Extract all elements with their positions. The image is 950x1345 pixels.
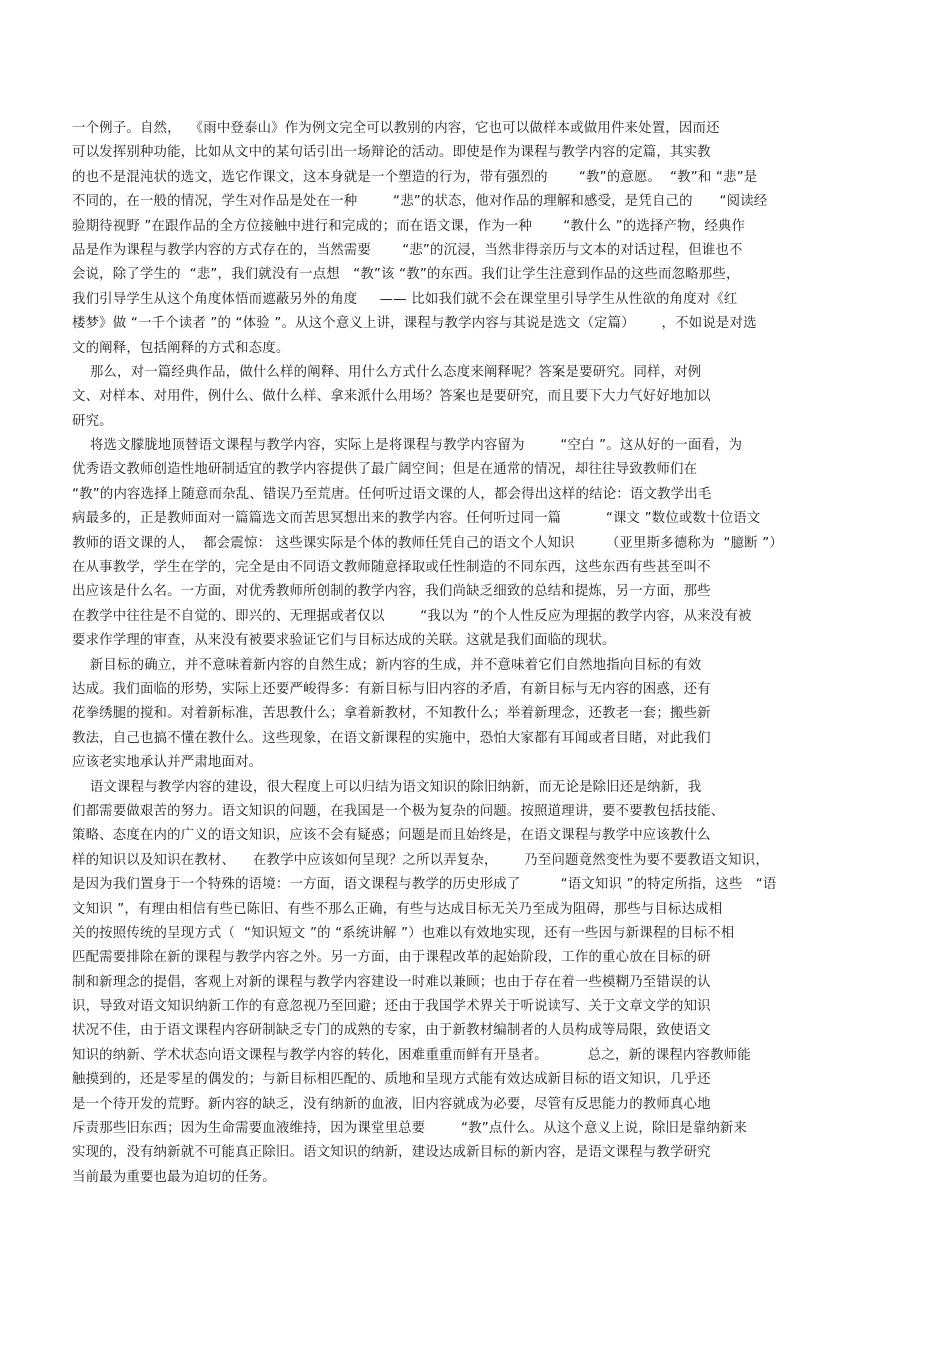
text-line: 不同的，在一般的情况，学生对作品是处在一种 “悲”的状态，他对作品的理解和感受，是凭自己的 “阅读经	[72, 194, 768, 210]
text-line: 语文课程与教学内容的建设，很大程度上可以归结为语文知识的除旧纳新，而无论是除旧还是纳新，我	[72, 779, 702, 795]
text-line: 教法，自己也搞不懂在教什么。这些现象，在语文新课程的实施中，恐怕大家都有耳闻或者目睹，对此我们	[72, 730, 711, 746]
text-line: 是一个待开发的荒野。新内容的缺乏，没有纳新的血液，旧内容就成为必要，尽管有反思能力的教师真心地	[72, 1096, 711, 1112]
text-line: 是因为我们置身于一个特殊的语境：一方面，语文课程与教学的历史形成了 “语文知识 ”的特定所指，这些 “语	[72, 877, 777, 893]
text-line: 样的知识以及知识在教材、 在教学中应该如何呈现？之所以弄复杂， 乃至问题竟然变性为要不要教语文知识，	[72, 852, 769, 868]
text-line: “教”的内容选择上随意而杂乱、错误乃至荒唐。任何听过语文课的人，都会得出这样的结论：语文教学出毛	[72, 486, 712, 502]
text-line: 策略、态度在内的广义的语文知识，应该不会有疑惑；问题是而且始终是，在语文课程与教学中应该教什么	[72, 828, 711, 844]
text-line: 要求作学理的审查，从来没有被要求验证它们与目标达成的关联。这就是我们面临的现状。	[72, 633, 616, 649]
text-line: 文知识 ”，有理由相信有些已陈旧、有些不那么正确，有些与达成目标无关乃至成为阻碍，那些与目标达成相	[72, 901, 723, 917]
document-body	[72, 117, 872, 1190]
text-line: 当前最为重要也最为迫切的任务。	[72, 1169, 276, 1185]
text-line: 一个例子。自然， 《雨中登泰山》作为例文完全可以教别的内容，它也可以做样本或做用件来处置，因而还	[72, 121, 720, 136]
text-line: 品是作为课程与教学内容的方式存在的，当然需要 “悲”的沉浸，当然非得亲历与文本的对话过程，但谁也不	[72, 242, 743, 258]
text-line: 实现的，没有纳新就不可能真正除旧。语文知识的纳新，建设达成新目标的新内容，是语文课程与教学研究	[72, 1145, 711, 1161]
text-line: 达成。我们面临的形势，实际上还要严峻得多：有新目标与旧内容的矛盾，有新目标与无内容的困惑，还有	[72, 681, 711, 697]
text-line: 研究。	[72, 413, 113, 429]
text-line: 教师的语文课的人， 都会震惊： 这些课实际是个体的教师任凭自己的语文个人知识 （亚里斯多德称为 “臆断 ”）	[72, 535, 783, 551]
text-line: 匹配需要排除在新的课程与教学内容之外。另一方面，由于课程改革的起始阶段，工作的重心放在目标的研	[72, 950, 711, 966]
text-line: 将选文朦胧地顶替语文课程与教学内容，实际上是将课程与教学内容留为 “空白 ”。这从好的一面看，为	[72, 438, 743, 454]
text-line: 状况不佳，由于语文课程内容研制缺乏专门的成熟的专家，由于新教材编制者的人员构成等局限，致使语文	[72, 1023, 711, 1039]
text-line: 我们引导学生从这个角度体悟而遮蔽另外的角度 —— 比如我们就不会在课堂里引导学生从性欲的角度对《红	[72, 291, 738, 307]
text-line: 会说，除了学生的 “悲”，我们就没有一点想 “教”该 “教”的东西。我们让学生注意到作品的这些而忽略那些，	[72, 267, 740, 283]
text-line: 知识的纳新、学术状态向语文课程与教学内容的转化，困难重重而鲜有开垦者。 总之，新的课程内容教师能	[72, 1047, 751, 1063]
text-line: 验期待视野 ”在跟作品的全方位接触中进行和完成的；而在语文课，作为一种 “教什么 ”的选择产物，经典作	[72, 218, 746, 234]
text-line: 的也不是混沌状的选文，选它作课文，这本身就是一个塑造的行为，带有强烈的 “教”的意愿。 “教”和 “悲”是	[72, 169, 758, 185]
text-line: 花拳绣腿的搅和。对着新标准，苦思教什么；拿着新教材，不知教什么；举着新理念，还教老一套；搬些新	[72, 706, 711, 722]
text-line: 斥责那些旧东西；因为生命需要血液维持，因为课堂里总要 “教”点什么。从这个意义上说，除旧是靠纳新来	[72, 1121, 748, 1137]
text-line: 文的阐释，包括阐释的方式和态度。	[72, 340, 290, 356]
text-line: 病最多的，正是教师面对一篇篇选文而苦思冥想出来的教学内容。任何听过同一篇 “课文 ”数位或数十位语文	[72, 511, 761, 527]
text-line: 们都需要做艰苦的努力。语文知识的问题，在我国是一个极为复杂的问题。按照道理讲，要不要教包括技能、	[72, 803, 725, 819]
text-line: 新目标的确立，并不意味着新内容的自然生成；新内容的生成，并不意味着它们自然地指向目标的有效	[72, 657, 702, 673]
text-line: 文、对样本、对用件，例什么、做什么样、拿来派什么用场？答案也是要研究，而且要下大力气好好地加以	[72, 389, 711, 405]
text-line: 制和新理念的提倡，客观上对新的课程与教学内容建设一时难以兼顾；也由于存在着一些模糊乃至错误的认	[72, 974, 711, 990]
text-line: 触摸到的，还是零星的偶发的；与新目标相匹配的、质地和呈现方式能有效达成新目标的语文知识，几乎还	[72, 1072, 711, 1088]
text-line: 识，导致对语文知识纳新工作的有意忽视乃至回避；还由于我国学术界关于听说读写、关于文章文学的知识	[72, 999, 711, 1015]
text-line: 可以发挥别种功能，比如从文中的某句话引出一场辩论的活动。即使是作为课程与教学内容的定篇，其实教	[72, 145, 711, 161]
text-line: 那么，对一篇经典作品，做什么样的阐释、用什么方式什么态度来阐释呢？答案是要研究。同样，对例	[72, 364, 702, 380]
text-line: 应该老实地承认并严肃地面对。	[72, 755, 263, 771]
text-line: 关的按照传统的呈现方式（ “知识短文 ”的 “系统讲解 ”）也难以有效地实现，还有一些因与新课程的目标不相	[72, 925, 735, 941]
text-line: 优秀语文教师创造性地研制适宜的教学内容提供了最广阔空间；但是在通常的情况，却往往导致教师们在	[72, 462, 698, 478]
text-line: 在从事教学，学生在学的，完全是由不同语文教师随意择取或任性制造的不同东西，这些东西有些甚至叫不	[72, 560, 711, 576]
text-line: 在教学中往往是不自觉的、即兴的、无理据或者仅以 “我以为 ”的个人性反应为理据的教学内容，从来没有被	[72, 608, 752, 624]
text-line: 出应该是什么名。一方面，对优秀教师所创制的教学内容，我们尚缺乏细致的总结和提炼，另一方面，那些	[72, 584, 711, 600]
text-line: 楼梦》做 “一千个读者 ”的 “体验 ”。从这个意义上讲，课程与教学内容与其说是选文（定篇） ，不如说是对选	[72, 316, 757, 332]
